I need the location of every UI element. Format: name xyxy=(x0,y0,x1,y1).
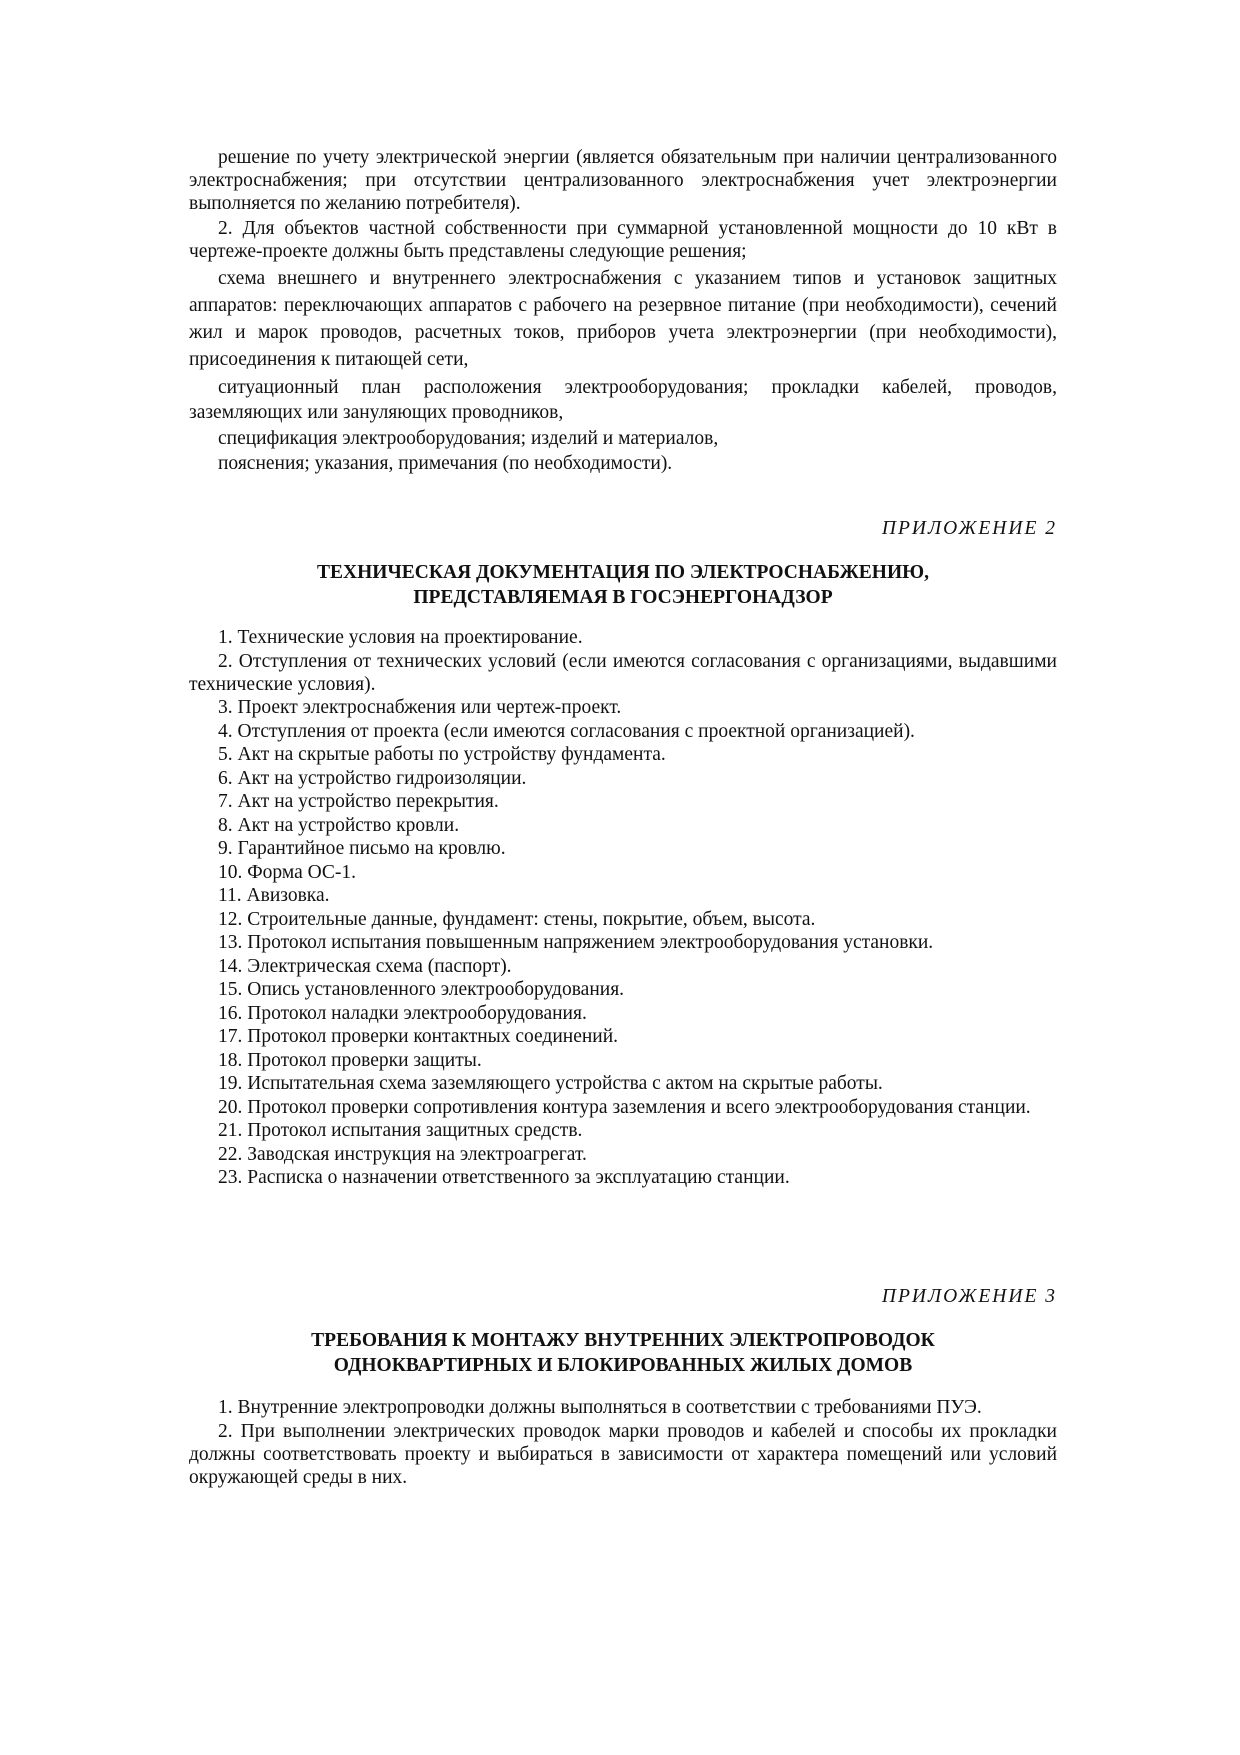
list-item: 1. Технические условия на проектирование. xyxy=(218,627,583,648)
document-page xyxy=(189,146,1057,1489)
list-item: 4. Отступления от проекта (если имеются согласования с проектной организацией). xyxy=(218,720,915,742)
list-item: 12. Строительные данные, фундамент: стены, покрытие, объем, высота. xyxy=(218,908,816,930)
list-item: 19. Испытательная схема заземляющего устройства с актом на скрытые работы. xyxy=(218,1073,883,1094)
list-item: 5. Акт на скрытые работы по устройству фундамента. xyxy=(218,744,666,765)
appendix-2-section xyxy=(189,517,1057,1189)
appendix-title-line: ПРЕДСТАВЛЯЕМАЯ В ГОСЭНЕРГОНАДЗОР xyxy=(413,587,833,608)
paragraph: схема внешнего и внутреннего электроснабжения с указанием типов и установок защитных аппаратов: переключающих аппаратов с рабочего на резервное питание (при необходимости), сечений жил и марок проводов, расчетных токов, приборов учета электроэнергии (при необходимости), присоединения к питающей сети, xyxy=(189,268,1057,370)
list-item: 2. При выполнении электрических проводок марки проводов и кабелей и способы их прокладки должны соответствовать проекту и выбираться в зависимости от характера помещений или условий окружающей среды в них. xyxy=(189,1420,1057,1488)
list-item: 16. Протокол наладки электрооборудования. xyxy=(218,1002,587,1024)
paragraph: ситуационный план расположения электрооборудования; прокладки кабелей, проводов, заземляющих или зануляющих проводников, xyxy=(189,377,1057,423)
requirements-list xyxy=(189,1396,1057,1489)
list-item: 2. Отступления от технических условий (если имеются согласования с организациями, выдавшими технические условия). xyxy=(189,650,1057,695)
list-item: 18. Протокол проверки защиты. xyxy=(218,1049,482,1071)
paragraph: 2. Для объектов частной собственности при суммарной установленной мощности до 10 кВт в чертеже-проекте должны быть представлены следующие решения; xyxy=(189,218,1057,262)
list-item: 10. Форма ОС-1. xyxy=(218,861,357,883)
paragraph: пояснения; указания, примечания (по необходимости). xyxy=(218,453,673,474)
list-item: 23. Расписка о назначении ответственного за эксплуатацию станции. xyxy=(218,1167,790,1188)
appendix-title-line: ТЕХНИЧЕСКАЯ ДОКУМЕНТАЦИЯ ПО ЭЛЕКТРОСНАБЖЕНИЮ, xyxy=(317,562,929,583)
list-item: 17. Протокол проверки контактных соединений. xyxy=(218,1026,619,1047)
list-item: 8. Акт на устройство кровли. xyxy=(218,814,460,836)
appendix-title xyxy=(189,1328,1057,1378)
list-item: 3. Проект электроснабжения или чертеж-проект. xyxy=(218,697,622,718)
intro-section xyxy=(189,146,1057,475)
appendix-label: ПРИЛОЖЕНИЕ 2 xyxy=(881,518,1057,539)
paragraph: решение по учету электрической энергии (является обязательным при наличии централизованного электроснабжения; при отсутствии централизованного электроснабжения учет электроэнергии выполняется по желанию потребителя). xyxy=(189,147,1057,214)
document-list xyxy=(189,626,1057,1189)
list-item: 14. Электрическая схема (паспорт). xyxy=(218,955,512,977)
list-item: 20. Протокол проверки сопротивления контура заземления и всего электрооборудования станции. xyxy=(218,1096,1031,1118)
paragraph: спецификация электрооборудования; изделий и материалов, xyxy=(218,428,719,449)
list-item: 1. Внутренние электропроводки должны выполняться в соответствии с требованиями ПУЭ. xyxy=(218,1397,982,1418)
list-item: 15. Опись установленного электрооборудования. xyxy=(218,979,625,1000)
appendix-title xyxy=(189,560,1057,610)
list-item: 21. Протокол испытания защитных средств. xyxy=(218,1120,583,1141)
list-item: 9. Гарантийное письмо на кровлю. xyxy=(218,838,506,859)
appendix-title-line: ТРЕБОВАНИЯ К МОНТАЖУ ВНУТРЕННИХ ЭЛЕКТРОПРОВОДОК xyxy=(311,1330,935,1351)
list-item: 11. Авизовка. xyxy=(218,885,330,906)
list-item: 22. Заводская инструкция на электроагрегат. xyxy=(218,1143,587,1165)
list-item: 13. Протокол испытания повышенным напряжением электрооборудования установки. xyxy=(218,932,934,953)
appendix-title-line: ОДНОКВАРТИРНЫХ И БЛОКИРОВАННЫХ ЖИЛЫХ ДОМОВ xyxy=(333,1355,913,1376)
appendix-label: ПРИЛОЖЕНИЕ 3 xyxy=(881,1286,1057,1307)
list-item: 7. Акт на устройство перекрытия. xyxy=(218,791,499,812)
appendix-3-section xyxy=(189,1285,1057,1489)
list-item: 6. Акт на устройство гидроизоляции. xyxy=(218,767,527,789)
